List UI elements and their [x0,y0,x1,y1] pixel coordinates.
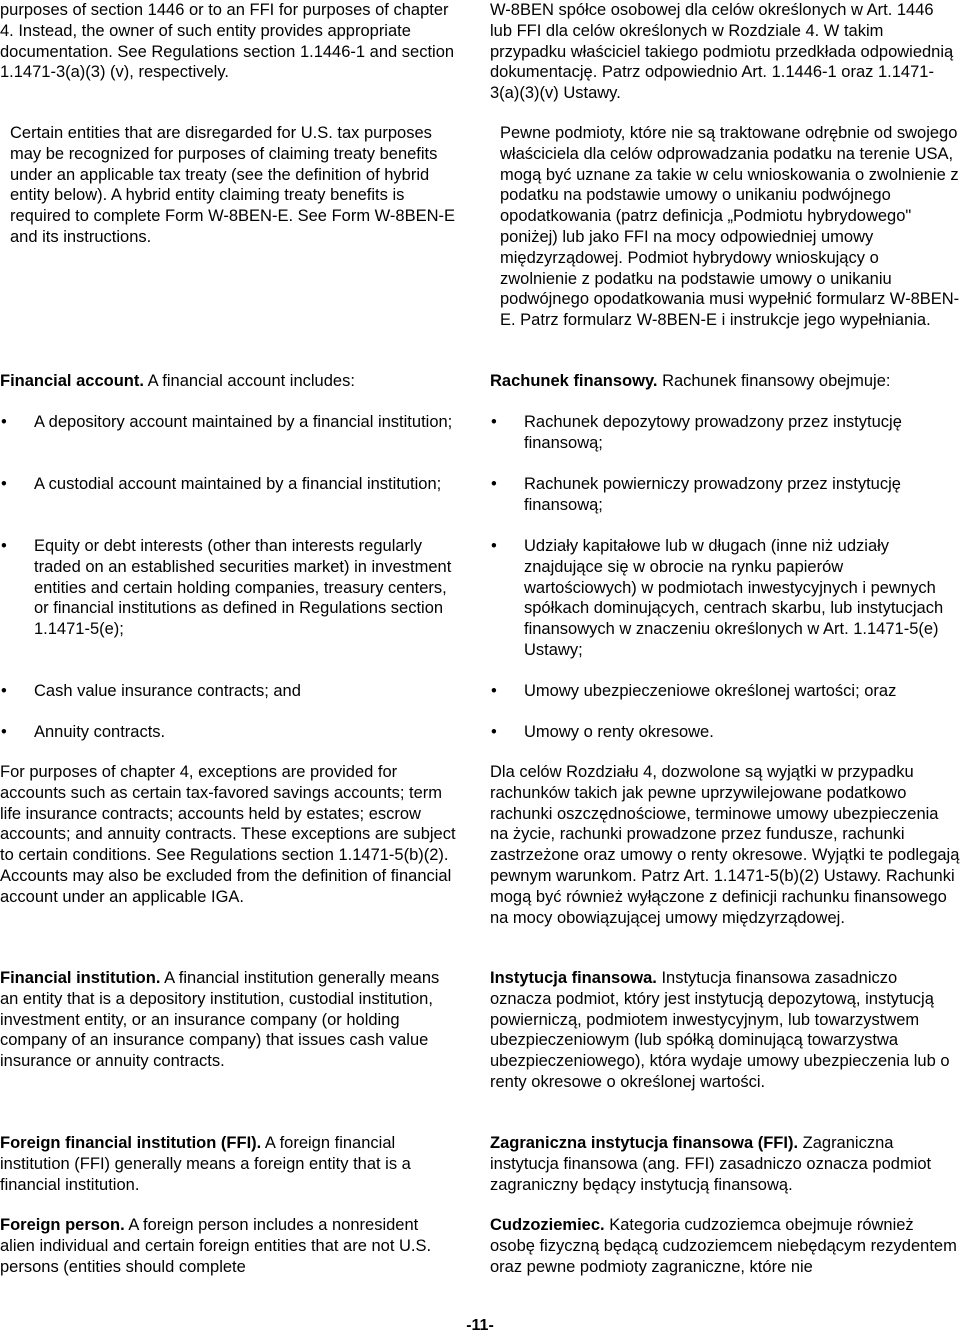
list-item-text: Equity or debt interests (other than interests regularly traded on an established securities market) in investment entities and certain holding companies, treasury centers, or financial institutions as defined in Regulations section 1.1471-5(e); [34,537,452,639]
bullet-icon: • [1,682,7,700]
disregarded-entities-paragraph-pl: Pewne podmioty, które nie są traktowane odrębnie od swojego właściciela dla celów odprowadzania podatku na terenie USA, mogą być uznane za takie w celu wnioskowania o zwolnienie z podatku na podstawie umowy o unikaniu podwójnego opodatkowania (patrz definicja „Podmiotu hybrydowego" poniżej) lub jako FFI na mocy odpowiedniej umowy międzyrządowej. Podmiot hybrydowy wnioskujący o zwolnienie z podatku na podstawie umowy o unikaniu podwójnego opodatkowania musi wypełnić formularz W-8BEN-E. Patrz formularz W-8BEN-E i instrukcje jego wypełniania. [500,124,960,330]
bullet-icon: • [1,413,7,431]
list-item [0,681,456,702]
list-item-text: Rachunek powierniczy prowadzony przez instytucję finansową; [524,475,901,514]
list-item [0,722,456,743]
financial-institution-paragraph-pl [490,968,960,1093]
ffi-paragraph [0,1133,456,1195]
bullet-icon: • [491,723,497,741]
bullet-icon: • [1,537,7,555]
foreign-person-paragraph [0,1215,456,1277]
ffi-text: A foreign financial institution (FFI) generally means a foreign entity that is a financial institution. [0,1134,411,1194]
financial-institution-text: A financial institution generally means an entity that is a depository institution, custodial institution, investment entity, or an insurance company (or holding company of an insurance company) that issues cash value insurance or annuity contracts. [0,969,440,1071]
list-item-text: Umowy o renty okresowe. [524,723,714,741]
bullet-icon: • [491,475,497,493]
financial-account-paragraph-pl [490,371,960,392]
list-item-text: Umowy ubezpieczeniowe określonej wartości; oraz [524,682,897,700]
list-item-text: Cash value insurance contracts; and [34,682,301,700]
financial-institution-paragraph [0,968,456,1072]
bullet-icon: • [491,413,497,431]
foreign-person-text: A foreign person includes a nonresident alien individual and certain foreign entities that are not U.S. persons (entities should complete [0,1216,432,1276]
ffi-heading: Foreign financial institution (FFI). [0,1134,262,1152]
ffi-paragraph-pl [490,1133,960,1195]
bullet-icon: • [1,723,7,741]
list-item [490,681,960,702]
financial-account-heading-pl: Rachunek finansowy. [490,372,658,390]
financial-institution-heading: Financial institution. [0,969,161,987]
financial-account-heading: Financial account. [0,372,144,390]
financial-account-exceptions-paragraph-pl: Dla celów Rozdziału 4, dozwolone są wyjątki w przypadku rachunków takich jak pewne uprzywilejowane podatkowo rachunki oszczędnościowe, terminowe umowy ubezpieczenia na życie, rachunki prowadzone przez fundusze, rachunki zastrzeżone oraz umowy o renty okresowe. Wyjątki te podlegają pewnym warunkom. Patrz Art. 1.1471-5(b)(2) Ustawy. Rachunki mogą być również wyłączone z definicji rachunku finansowego na mocy obowiązującej umowy międzyrządowej. [490,763,960,927]
financial-institution-text-pl: Instytucja finansowa zasadniczo oznacza podmiot, który jest instytucją depozytową, instytucją powierniczą, podmiotem inwestycyjnym, lub towarzystwem ubezpieczeniowym (lub spółką dominującą towarzystwa ubezpieczeniowego), która wydaje umowy ubezpieczenia lub o renty okresowe o określonej wartości. [490,969,950,1091]
list-item-text: A custodial account maintained by a financial institution; [34,475,442,493]
list-item [490,412,960,454]
list-item-text: Annuity contracts. [34,723,166,741]
ffi-text-pl: Zagraniczna instytucja finansowa (ang. FFI) zasadniczo oznacza podmiot zagraniczny będący instytucją finansową. [490,1134,932,1194]
list-item-text: Udziały kapitałowe lub w długach (inne niż udziały znajdujące się w obrocie na rynku papierów wartościowych) w podmiotach inwestycyjnych i pewnych spółkach dominujących, centrach skarbu, lub instytucjach finansowych w znaczeniu określonych w Art. 1.1471-5(e) Ustawy; [524,537,944,659]
ffi-heading-pl: Zagraniczna instytucja finansowa (FFI). [490,1134,799,1152]
intro-continued-paragraph: purposes of section 1446 or to an FFI for purposes of chapter 4. Instead, the owner of such entity provides appropriate documentation. See Regulations section 1.1446-1 and section 1.1471-3(a)(3) (v), respectively. [0,1,455,82]
list-item [490,536,960,661]
disregarded-entities-paragraph: Certain entities that are disregarded for U.S. tax purposes may be recognized for purposes of claiming treaty benefits under an applicable tax treaty (see the definition of hybrid entity below). A hybrid entity claiming treaty benefits is required to complete Form W-8BEN-E. See Form W-8BEN-E and its instructions. [10,124,456,246]
foreign-person-text-pl: Kategoria cudzoziemca obejmuje również osobę fizyczną będącą cudzoziemcem niebędącym rezydentem oraz pewne podmioty zagraniczne, które nie [490,1216,957,1276]
list-item [0,412,456,433]
list-item [490,722,960,743]
page-number: -11- [466,1317,494,1334]
list-item-text: A depository account maintained by a financial institution; [34,413,453,431]
bullet-icon: • [491,537,497,555]
list-item [0,536,456,640]
list-item [0,474,456,495]
financial-account-exceptions-paragraph: For purposes of chapter 4, exceptions are provided for accounts such as certain tax-favored savings accounts; term life insurance contracts; accounts held by estates; escrow accounts; and annuity contracts. These exceptions are subject to certain conditions. See Regulations section 1.1471-5(b)(2). Accounts may also be excluded from the definition of financial account under an applicable IGA. [0,763,456,906]
list-item-text: Rachunek depozytowy prowadzony przez instytucję finansową; [524,413,902,452]
financial-account-lead: A financial account includes: [143,372,355,390]
intro-continued-paragraph-pl: W-8BEN spółce osobowej dla celów określonych w Art. 1446 lub FFI dla celów określonych w Rozdziale 4. W takim przypadku właściciel takiego podmiotu przedkłada odpowiednią dokumentację. Patrz odpowiednio Art. 1.1446-1 oraz 1.1471-3(a)(3)(v) Ustawy. [490,1,954,103]
foreign-person-heading: Foreign person. [0,1216,125,1234]
bullet-icon: • [491,682,497,700]
foreign-person-paragraph-pl [490,1215,960,1277]
financial-account-lead-pl: Rachunek finansowy obejmuje: [657,372,891,390]
financial-institution-heading-pl: Instytucja finansowa. [490,969,657,987]
foreign-person-heading-pl: Cudzoziemiec. [490,1216,605,1234]
financial-account-paragraph [0,371,456,392]
list-item [490,474,960,516]
bullet-icon: • [1,475,7,493]
